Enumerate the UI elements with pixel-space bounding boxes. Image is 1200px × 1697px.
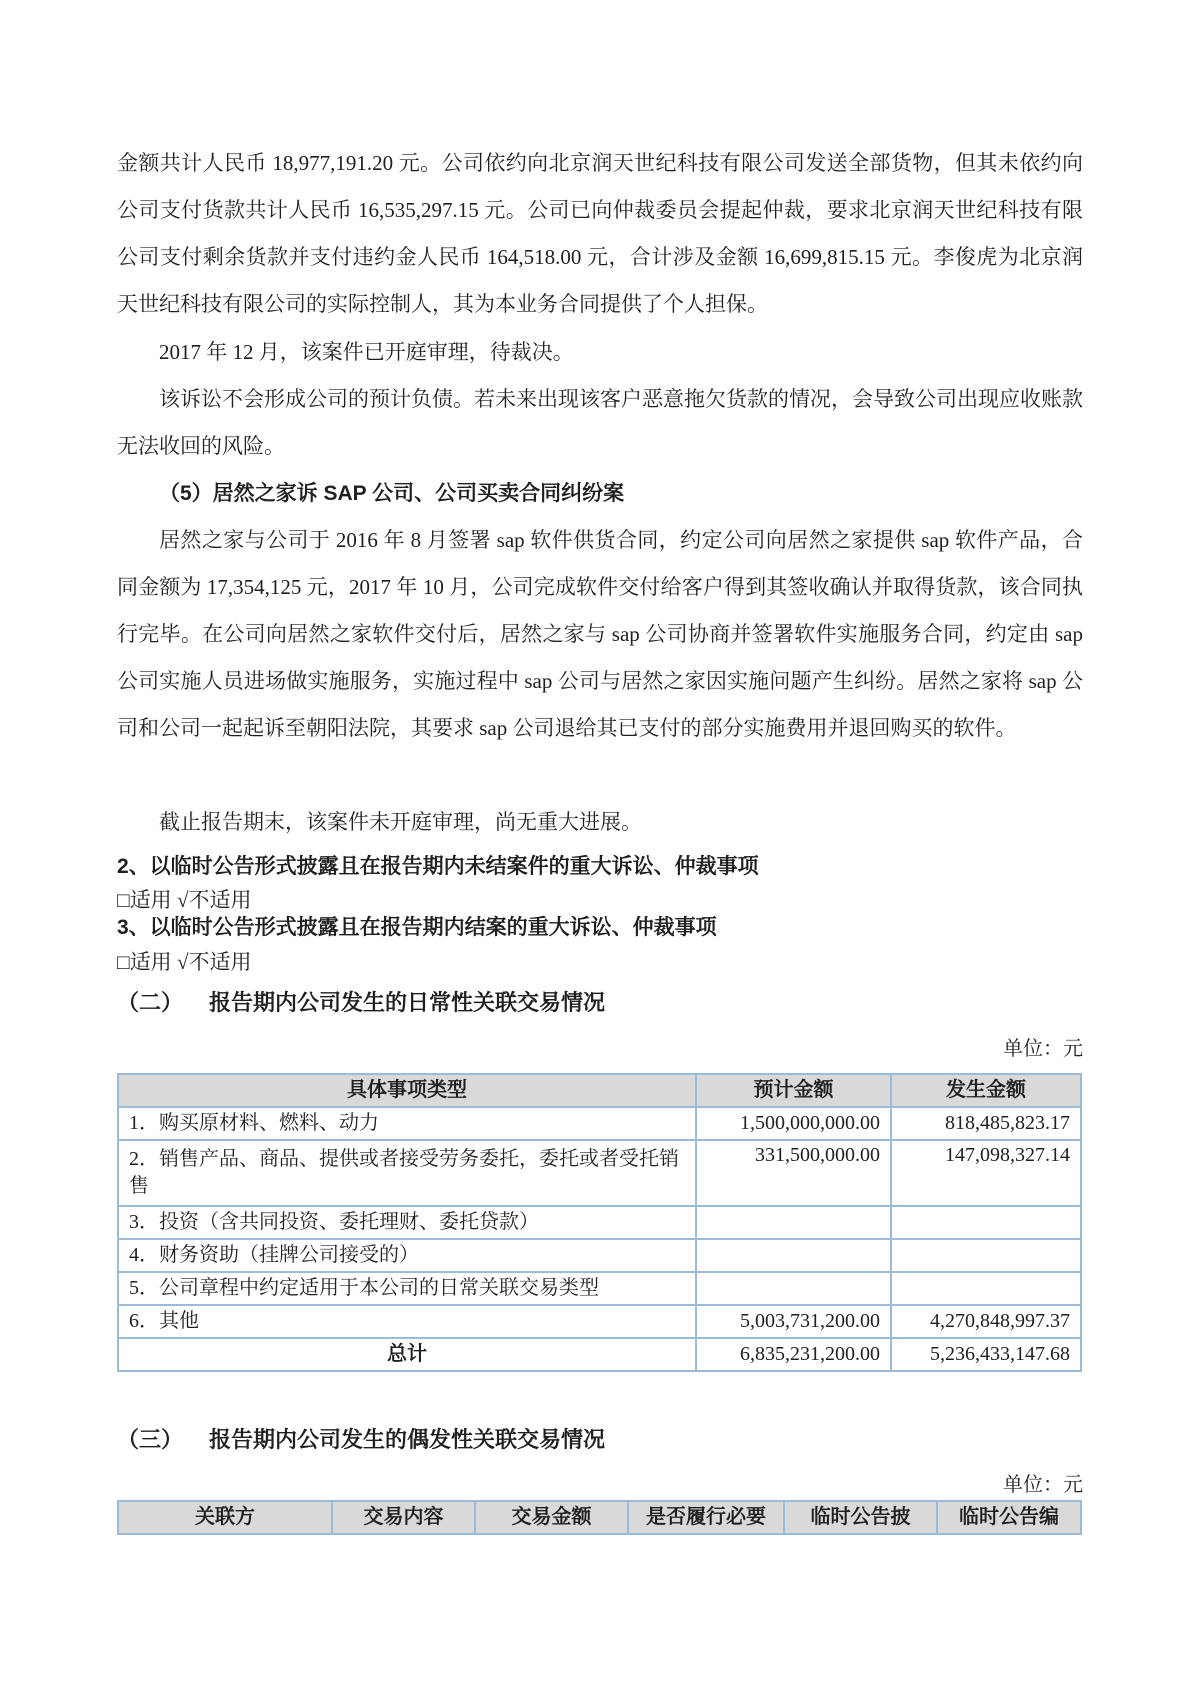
- table-header-cell: 临时公告披: [784, 1501, 937, 1534]
- section-title: 报告期内公司发生的日常性关联交易情况: [209, 990, 606, 1015]
- case-heading: （5）居然之家诉 SAP 公司、公司买卖合同纠纷案: [159, 482, 625, 505]
- table-row: [118, 1305, 1081, 1338]
- actual-total-cell: 5,236,433,147.68: [891, 1338, 1081, 1371]
- table-header-cell: 交易金额: [475, 1501, 628, 1534]
- daily-related-transactions-table: [117, 1073, 1082, 1372]
- table-header-cell: 交易内容: [332, 1501, 475, 1534]
- table-header-row: [118, 1074, 1081, 1107]
- table-header-cell: 发生金额: [891, 1074, 1081, 1107]
- expected-amount-cell: [696, 1239, 891, 1272]
- section-number: （二）: [117, 990, 184, 1015]
- table-header-cell: 是否履行必要: [628, 1501, 784, 1534]
- body-paragraph: 2017 年 12 月，该案件已开庭审理，待裁决。: [159, 340, 574, 364]
- actual-amount-cell: [891, 1272, 1081, 1305]
- total-label-cell: 总计: [118, 1338, 696, 1371]
- expected-amount-cell: 1,500,000,000.00: [696, 1107, 891, 1140]
- table-header-cell: 预计金额: [696, 1074, 891, 1107]
- expected-amount-cell: 331,500,000.00: [696, 1140, 891, 1206]
- actual-amount-cell: 818,485,823.17: [891, 1107, 1081, 1140]
- unit-label: 单位：元: [1003, 1038, 1083, 1060]
- item-cell: 4．财务资助（挂牌公司接受的）: [118, 1239, 696, 1272]
- actual-amount-cell: 147,098,327.14: [891, 1140, 1081, 1206]
- table-row: [118, 1239, 1081, 1272]
- table-row: [118, 1140, 1081, 1206]
- expected-amount-cell: [696, 1206, 891, 1239]
- item-cell: 3．投资（含共同投资、委托理财、委托贷款）: [118, 1206, 696, 1239]
- expected-amount-cell: 5,003,731,200.00: [696, 1305, 891, 1338]
- section-number: （三）: [117, 1427, 184, 1452]
- table-row: [118, 1206, 1081, 1239]
- item-cell: 2．销售产品、商品、提供或者接受劳务委托，委托或者受托销售: [118, 1140, 696, 1206]
- applicable-label: 适用: [129, 888, 172, 912]
- checkbox-unchecked-icon: □: [117, 888, 130, 912]
- expected-total-cell: 6,835,231,200.00: [696, 1338, 891, 1371]
- occasional-related-transactions-table: [117, 1500, 1082, 1535]
- table-header-cell: 临时公告编: [937, 1501, 1081, 1534]
- applicable-label: 适用: [129, 950, 172, 974]
- not-applicable-label: 不适用: [188, 950, 252, 974]
- table-header-cell: 关联方: [118, 1501, 332, 1534]
- checkbox-unchecked-icon: □: [117, 950, 130, 974]
- table-header-cell: 具体事项类型: [118, 1074, 696, 1107]
- check-mark-icon: √: [176, 950, 189, 974]
- section-heading-2: [117, 985, 1083, 1021]
- applicability-line: [117, 945, 1083, 979]
- body-paragraph: 该诉讼不会形成公司的预计负债。若未来出现该客户恶意拖欠货款的情况，会导致公司出现应收账款无法收回的风险。: [117, 387, 1083, 458]
- table-header-row: [118, 1501, 1081, 1534]
- actual-amount-cell: [891, 1206, 1081, 1239]
- section-title: 报告期内公司发生的偶发性关联交易情况: [209, 1427, 606, 1452]
- unit-label: 单位：元: [1003, 1474, 1083, 1496]
- not-applicable-label: 不适用: [188, 888, 252, 912]
- item-heading-2: 2、以临时公告形式披露且在报告期内未结案件的重大诉讼、仲裁事项: [117, 855, 759, 878]
- table-row: [118, 1107, 1081, 1140]
- check-mark-icon: √: [176, 888, 189, 912]
- actual-amount-cell: [891, 1239, 1081, 1272]
- item-cell: 5．公司章程中约定适用于本公司的日常关联交易类型: [118, 1272, 696, 1305]
- actual-amount-cell: 4,270,848,997.37: [891, 1305, 1081, 1338]
- body-paragraph: 金额共计人民币 18,977,191.20 元。公司依约向北京润天世纪科技有限公司发送全部货物，但其未依约向公司支付货款共计人民币 16,535,297.15 元。公司已向仲裁委员会提起仲裁，要求北京润天世纪科技有限公司支付剩余货款并支付违约金人民币 164,518.00 元，合计涉及金额 16,699,815.15 元。李俊虎为北京润天世纪科技有限公司的实际控制人，其为本业务合同提供了个人担保。: [117, 151, 1083, 316]
- expected-amount-cell: [696, 1272, 891, 1305]
- body-paragraph: 居然之家与公司于 2016 年 8 月签署 sap 软件供货合同，约定公司向居然之家提供 sap 软件产品，合同金额为 17,354,125 元，2017 年 10 月，公司完成软件交付给客户得到其签收确认并取得货款，该合同执行完毕。在公司向居然之家软件交付后，居然之家与 sap 公司协商并签署软件实施服务合同，约定由 sap 公司实施人员进场做实施服务，实施过程中 sap 公司与居然之家因实施问题产生纠纷。居然之家将 sap 公司和公司一起起诉至朝阳法院，其要求 sap 公司退给其已支付的部分实施费用并退回购买的软件。: [117, 528, 1083, 740]
- body-paragraph: 截止报告期末，该案件未开庭审理，尚无重大进展。: [159, 810, 642, 834]
- item-cell: 1．购买原材料、燃料、动力: [118, 1107, 696, 1140]
- table-total-row: [118, 1338, 1081, 1371]
- item-cell: 6．其他: [118, 1305, 696, 1338]
- section-heading-3: [117, 1422, 1083, 1458]
- table-row: [118, 1272, 1081, 1305]
- item-heading-3: 3、以临时公告形式披露且在报告期内结案的重大诉讼、仲裁事项: [117, 916, 717, 939]
